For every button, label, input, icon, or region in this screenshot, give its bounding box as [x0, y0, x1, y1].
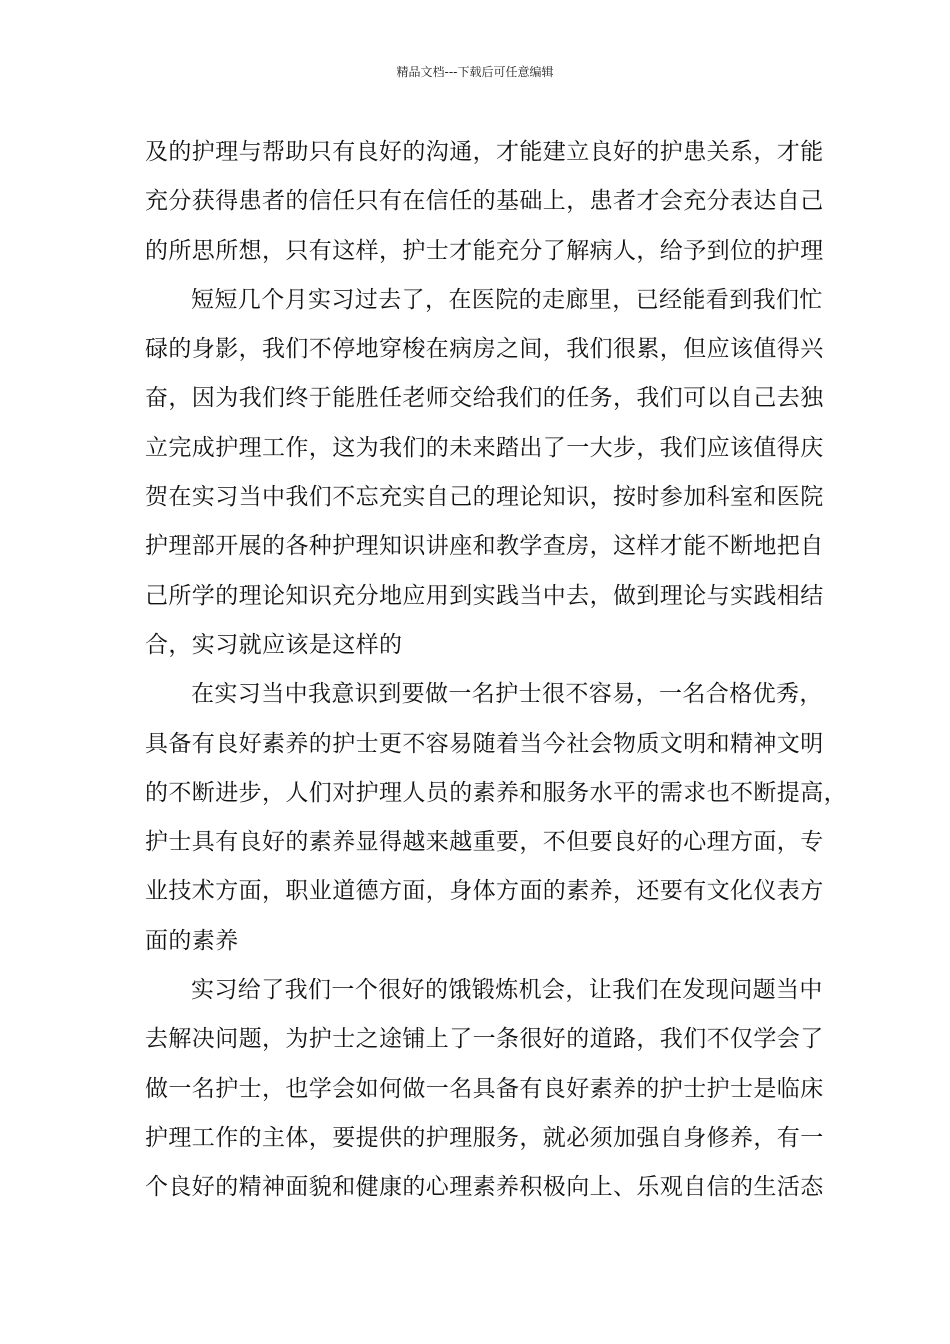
paragraph-first-line: 实习给了我们一个很好的饿锻炼机会，让我们在发现问题当中: [191, 977, 823, 1004]
text-line: 奋，因为我们终于能胜任老师交给我们的任务，我们可以自己去独: [145, 385, 824, 412]
text-line: 己所学的理论知识充分地应用到实践当中去，做到理论与实践相结: [145, 582, 824, 609]
text-line: 充分获得患者的信任只有在信任的基础上，患者才会充分表达自己: [145, 188, 824, 215]
text-line: 面的素养: [145, 927, 239, 954]
text-line: 护理部开展的各种护理知识讲座和教学查房，这样才能不断地把自: [145, 533, 824, 560]
text-line: 立完成护理工作，这为我们的未来踏出了一大步，我们应该值得庆: [145, 434, 824, 461]
paragraph-first-line: 短短几个月实习过去了，在医院的走廊里，已经能看到我们忙: [191, 286, 823, 313]
document-body: [145, 128, 847, 1213]
page-header: 精品文档---下载后可任意编辑: [396, 65, 554, 79]
text-line: 的不断进步，人们对护理人员的素养和服务水平的需求也不断提高，: [145, 779, 847, 806]
paragraph-first-line: 在实习当中我意识到要做一名护士很不容易，一名合格优秀，: [191, 681, 823, 708]
text-line: 个良好的精神面貌和健康的心理素养积极向上、乐观自信的生活态: [145, 1174, 824, 1201]
text-line: 及的护理与帮助只有良好的沟通，才能建立良好的护患关系，才能: [145, 139, 824, 165]
text-line: 做一名护士，也学会如何做一名具备有良好素养的护士护士是临床: [145, 1075, 824, 1102]
text-line: 护士具有良好的素养显得越来越重要，不但要良好的心理方面，专: [145, 829, 824, 856]
text-line: 业技术方面，职业道德方面，身体方面的素养，还要有文化仪表方: [145, 878, 824, 905]
text-line: 合，实习就应该是这样的: [145, 631, 403, 658]
text-line: 碌的身影，我们不停地穿梭在病房之间，我们很累，但应该值得兴: [145, 336, 824, 363]
text-line: 贺在实习当中我们不忘充实自己的理论知识，按时参加科室和医院: [145, 484, 824, 511]
text-line: 的所思所想，只有这样，护士才能充分了解病人，给予到位的护理: [145, 237, 824, 264]
text-line: 护理工作的主体，要提供的护理服务，就必须加强自身修养，有一: [145, 1124, 824, 1151]
text-line: 具备有良好素养的护士更不容易随着当今社会物质文明和精神文明: [145, 730, 824, 757]
text-line: 去解决问题，为护士之途铺上了一条很好的道路，我们不仅学会了: [145, 1026, 824, 1053]
